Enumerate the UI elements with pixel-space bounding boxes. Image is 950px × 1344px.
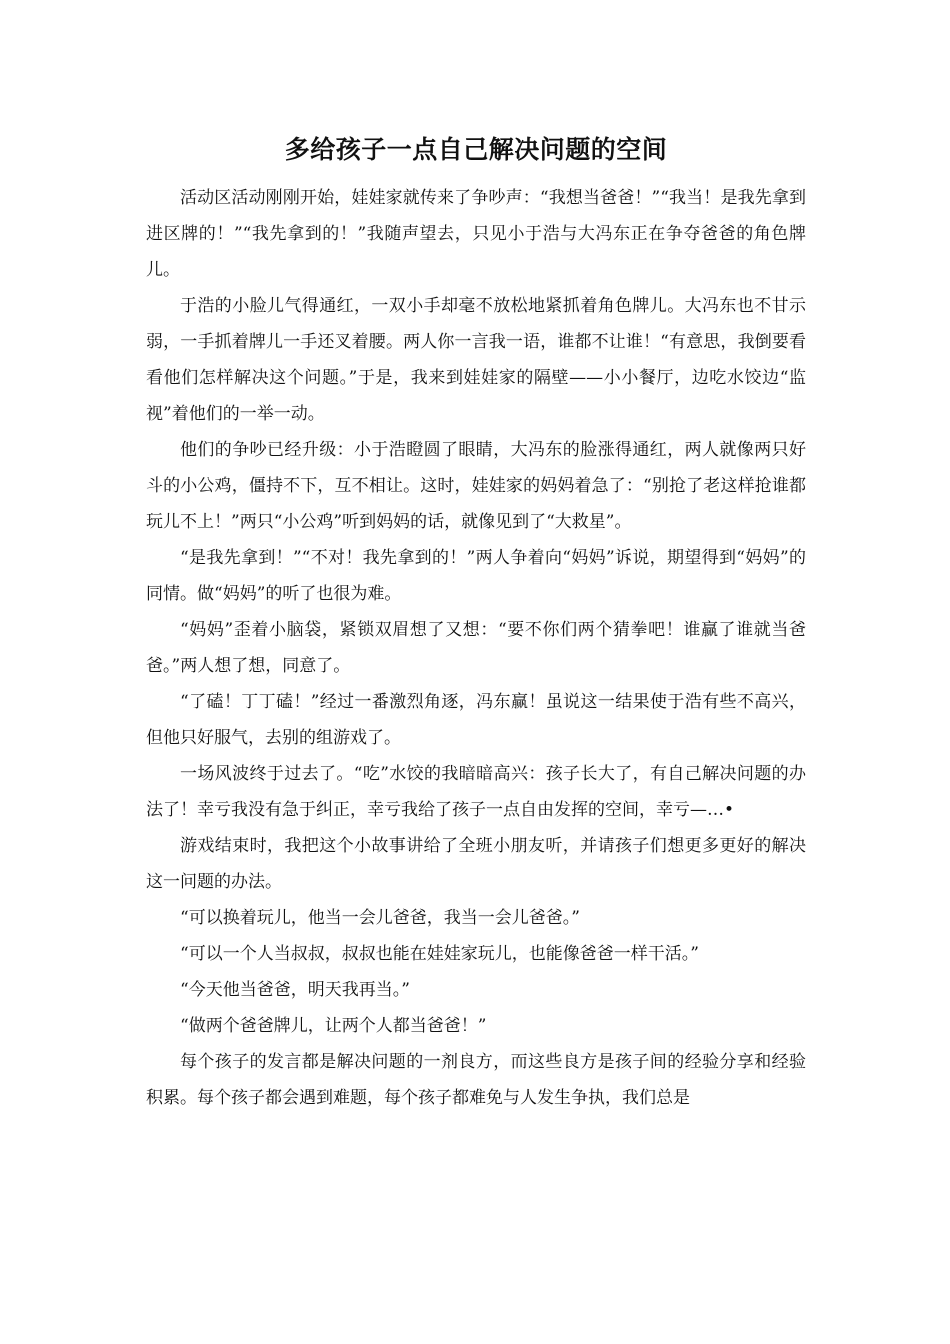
paragraph-7: 一场风波终于过去了。“吃”水饺的我暗暗高兴：孩子长大了，有自己解决问题的办法了！幸亏我没有急于纠正，幸亏我给了孩子一点自由发挥的空间，幸亏—…• bbox=[146, 764, 806, 820]
paragraph-10: “可以一个人当叔叔，叔叔也能在娃娃家玩儿，也能像爸爸一样干活。” bbox=[180, 944, 699, 964]
paragraph-11: “今天他当爸爸，明天我再当。” bbox=[180, 980, 410, 1000]
paragraph-12: “做两个爸爸牌儿，让两个人都当爸爸！” bbox=[180, 1016, 487, 1036]
paragraph-13: 每个孩子的发言都是解决问题的一剂良方，而这些良方是孩子间的经验分享和经验积累。每个孩子都会遇到难题，每个孩子都难免与人发生争执，我们总是 bbox=[146, 1052, 806, 1108]
paragraph-1: 活动区活动刚刚开始，娃娃家就传来了争吵声：“我想当爸爸！”“我当！是我先拿到进区牌的！”“我先拿到的！”我随声望去，只见小于浩与大冯东正在争夺爸爸的角色牌儿。 bbox=[146, 188, 806, 280]
paragraph-9: “可以换着玩儿，他当一会儿爸爸，我当一会儿爸爸。” bbox=[180, 908, 580, 928]
paragraph-6: “了磕！丁丁磕！”经过一番激烈角逐，冯东赢！虽说这一结果使于浩有些不高兴，但他只好服气，去别的组游戏了。 bbox=[146, 692, 806, 748]
paragraph-4: “是我先拿到！”“不对！我先拿到的！”两人争着向“妈妈”诉说，期望得到“妈妈”的同情。做“妈妈”的听了也很为难。 bbox=[146, 548, 806, 604]
document-body bbox=[146, 180, 806, 1116]
document-title: 多给孩子一点自己解决问题的空间 bbox=[284, 135, 668, 164]
paragraph-3: 他们的争吵已经升级：小于浩瞪圆了眼睛，大冯东的脸涨得通红，两人就像两只好斗的小公鸡，僵持不下，互不相让。这时，娃娃家的妈妈着急了：“别抢了老这样抢谁都玩儿不上！”两只“小公鸡”听到妈妈的话，就像见到了“大救星”。 bbox=[146, 440, 806, 532]
paragraph-5: “妈妈”歪着小脑袋，紧锁双眉想了又想：“要不你们两个猜拳吧！谁赢了谁就当爸爸。”两人想了想，同意了。 bbox=[146, 620, 806, 676]
paragraph-2: 于浩的小脸儿气得通红，一双小手却毫不放松地紧抓着角色牌儿。大冯东也不甘示弱，一手抓着牌儿一手还叉着腰。两人你一言我一语，谁都不让谁！“有意思，我倒要看看他们怎样解决这个问题。”于是，我来到娃娃家的隔壁——小小餐厅，边吃水饺边“监视”着他们的一举一动。 bbox=[146, 296, 806, 424]
paragraph-8: 游戏结束时，我把这个小故事讲给了全班小朋友听，并请孩子们想更多更好的解决这一问题的办法。 bbox=[146, 836, 806, 892]
